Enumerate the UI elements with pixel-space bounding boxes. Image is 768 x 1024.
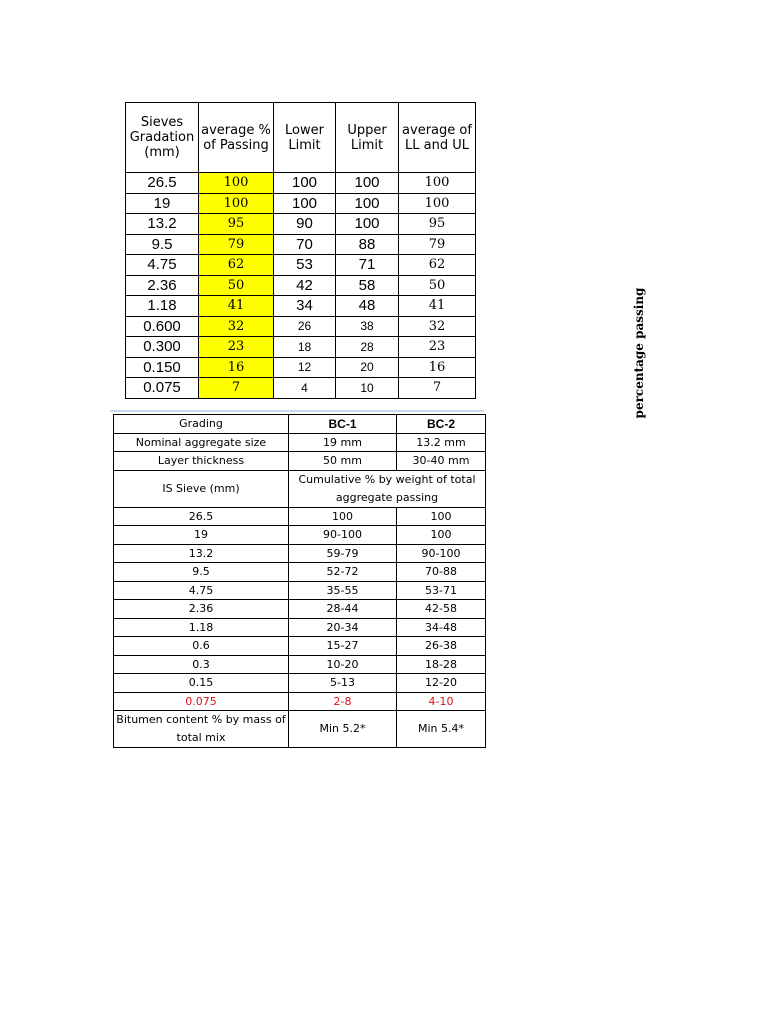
nominal-size-bc1: 19 mm: [289, 433, 397, 452]
sieve-size-cell: 2.36: [126, 275, 199, 296]
sieve-size-cell: 19: [126, 193, 199, 214]
bc2-passing-cell: 12-20: [397, 674, 486, 693]
bc1-header: BC-1: [289, 415, 397, 434]
bc1-passing-cell: 15-27: [289, 637, 397, 656]
is-sieve-cell: 0.6: [114, 637, 289, 656]
average-passing-cell: 79: [199, 234, 274, 255]
header-average-ll-ul: average of LL and UL: [399, 103, 476, 173]
bc2-passing-cell: 18-28: [397, 655, 486, 674]
average-ll-ul-cell: 41: [399, 296, 476, 317]
bc1-passing-cell: 35-55: [289, 581, 397, 600]
bitumen-content-row: [114, 711, 486, 748]
bc1-passing-cell: 20-34: [289, 618, 397, 637]
nominal-size-row: [114, 433, 486, 452]
is-sieve-cell: 0.3: [114, 655, 289, 674]
is-sieve-cell: 1.18: [114, 618, 289, 637]
average-passing-cell: 41: [199, 296, 274, 317]
upper-limit-cell: 100: [336, 193, 399, 214]
bitumen-content-label: Bitumen content % by mass of total mix: [114, 711, 289, 748]
average-ll-ul-cell: 100: [399, 193, 476, 214]
sieve-size-cell: 0.300: [126, 337, 199, 358]
average-ll-ul-cell: 50: [399, 275, 476, 296]
table-row: [126, 275, 476, 296]
lower-limit-cell: 34: [274, 296, 336, 317]
bc2-header: BC-2: [397, 415, 486, 434]
sieve-size-cell: 4.75: [126, 255, 199, 276]
is-sieve-cell: 2.36: [114, 600, 289, 619]
lower-limit-cell: 100: [274, 193, 336, 214]
table-row: [114, 637, 486, 656]
average-ll-ul-cell: 16: [399, 357, 476, 378]
is-sieve-cell: 9.5: [114, 563, 289, 582]
average-ll-ul-cell: 100: [399, 173, 476, 194]
lower-limit-cell: 90: [274, 214, 336, 235]
table-row: [126, 378, 476, 399]
average-passing-cell: 16: [199, 357, 274, 378]
bitumen-content-bc2: Min 5.4*: [397, 711, 486, 748]
gradation-table-header: [126, 103, 476, 173]
upper-limit-cell: 100: [336, 173, 399, 194]
gradation-table: [125, 102, 476, 399]
header-upper-limit: Upper Limit: [336, 103, 399, 173]
sieve-header-row: [114, 470, 486, 507]
header-lower-limit: Lower Limit: [274, 103, 336, 173]
grading-label: Grading: [114, 415, 289, 434]
table-row: [126, 234, 476, 255]
sieve-size-cell: 1.18: [126, 296, 199, 317]
sieve-size-cell: 26.5: [126, 173, 199, 194]
upper-limit-cell: 20: [336, 357, 399, 378]
bc-grading-table: [113, 414, 486, 748]
table-row: [126, 316, 476, 337]
is-sieve-cell: 4.75: [114, 581, 289, 600]
average-ll-ul-cell: 79: [399, 234, 476, 255]
bc2-passing-cell: 26-38: [397, 637, 486, 656]
upper-limit-cell: 88: [336, 234, 399, 255]
lower-limit-cell: 70: [274, 234, 336, 255]
percentage-passing-text: percentage passing: [632, 287, 646, 419]
table-row: [114, 692, 486, 711]
average-ll-ul-cell: 7: [399, 378, 476, 399]
bc1-passing-cell: 28-44: [289, 600, 397, 619]
table-row: [114, 600, 486, 619]
bc2-passing-cell: 90-100: [397, 544, 486, 563]
layer-thickness-bc1: 50 mm: [289, 452, 397, 471]
layer-thickness-label: Layer thickness: [114, 452, 289, 471]
is-sieve-cell: 0.15: [114, 674, 289, 693]
average-passing-cell: 7: [199, 378, 274, 399]
nominal-size-bc2: 13.2 mm: [397, 433, 486, 452]
is-sieve-cell: 26.5: [114, 507, 289, 526]
lower-limit-cell: 4: [274, 378, 336, 399]
upper-limit-cell: 48: [336, 296, 399, 317]
lower-limit-cell: 53: [274, 255, 336, 276]
table-row: [114, 581, 486, 600]
grading-row: [114, 415, 486, 434]
table-row: [126, 255, 476, 276]
is-sieve-label: IS Sieve (mm): [114, 470, 289, 507]
average-passing-cell: 50: [199, 275, 274, 296]
bc2-passing-cell: 53-71: [397, 581, 486, 600]
average-ll-ul-cell: 95: [399, 214, 476, 235]
table-row: [114, 674, 486, 693]
upper-limit-cell: 58: [336, 275, 399, 296]
bc2-passing-cell: 42-58: [397, 600, 486, 619]
is-sieve-cell: 0.075: [114, 692, 289, 711]
table-row: [126, 296, 476, 317]
layer-thickness-row: [114, 452, 486, 471]
cumulative-passing-label: Cumulative % by weight of total aggregate passing: [289, 470, 486, 507]
sieve-size-cell: 9.5: [126, 234, 199, 255]
average-ll-ul-cell: 62: [399, 255, 476, 276]
layer-thickness-bc2: 30-40 mm: [397, 452, 486, 471]
sieve-size-cell: 0.600: [126, 316, 199, 337]
table-row: [126, 173, 476, 194]
bc1-passing-cell: 10-20: [289, 655, 397, 674]
table-row: [114, 507, 486, 526]
sieve-size-cell: 0.075: [126, 378, 199, 399]
upper-limit-cell: 100: [336, 214, 399, 235]
upper-limit-cell: 71: [336, 255, 399, 276]
table-row: [114, 655, 486, 674]
bc1-passing-cell: 59-79: [289, 544, 397, 563]
table-row: [126, 357, 476, 378]
bc1-passing-cell: 90-100: [289, 526, 397, 545]
average-passing-cell: 62: [199, 255, 274, 276]
header-sieves: Sieves Gradation (mm): [126, 103, 199, 173]
bc2-passing-cell: 100: [397, 526, 486, 545]
header-average-passing: average % of Passing: [199, 103, 274, 173]
lower-limit-cell: 100: [274, 173, 336, 194]
bc1-passing-cell: 2-8: [289, 692, 397, 711]
bc1-passing-cell: 52-72: [289, 563, 397, 582]
is-sieve-cell: 19: [114, 526, 289, 545]
lower-limit-cell: 18: [274, 337, 336, 358]
table-row: [114, 618, 486, 637]
lower-limit-cell: 26: [274, 316, 336, 337]
upper-limit-cell: 38: [336, 316, 399, 337]
bc2-passing-cell: 70-88: [397, 563, 486, 582]
average-ll-ul-cell: 32: [399, 316, 476, 337]
lower-limit-cell: 42: [274, 275, 336, 296]
table-row: [114, 544, 486, 563]
nominal-size-label: Nominal aggregate size: [114, 433, 289, 452]
bc2-passing-cell: 4-10: [397, 692, 486, 711]
lower-limit-cell: 12: [274, 357, 336, 378]
table-row: [126, 193, 476, 214]
bc2-passing-cell: 34-48: [397, 618, 486, 637]
bc-grading-table-frame: [110, 410, 484, 748]
bc1-passing-cell: 100: [289, 507, 397, 526]
upper-limit-cell: 10: [336, 378, 399, 399]
upper-limit-cell: 28: [336, 337, 399, 358]
average-passing-cell: 95: [199, 214, 274, 235]
average-passing-cell: 100: [199, 173, 274, 194]
sieve-size-cell: 0.150: [126, 357, 199, 378]
average-passing-cell: 32: [199, 316, 274, 337]
bitumen-content-bc1: Min 5.2*: [289, 711, 397, 748]
average-passing-cell: 100: [199, 193, 274, 214]
table-row: [114, 563, 486, 582]
average-ll-ul-cell: 23: [399, 337, 476, 358]
table-row: [126, 337, 476, 358]
bc1-passing-cell: 5-13: [289, 674, 397, 693]
average-passing-cell: 23: [199, 337, 274, 358]
bc2-passing-cell: 100: [397, 507, 486, 526]
sieve-size-cell: 13.2: [126, 214, 199, 235]
is-sieve-cell: 13.2: [114, 544, 289, 563]
table-row: [126, 214, 476, 235]
table-row: [114, 526, 486, 545]
